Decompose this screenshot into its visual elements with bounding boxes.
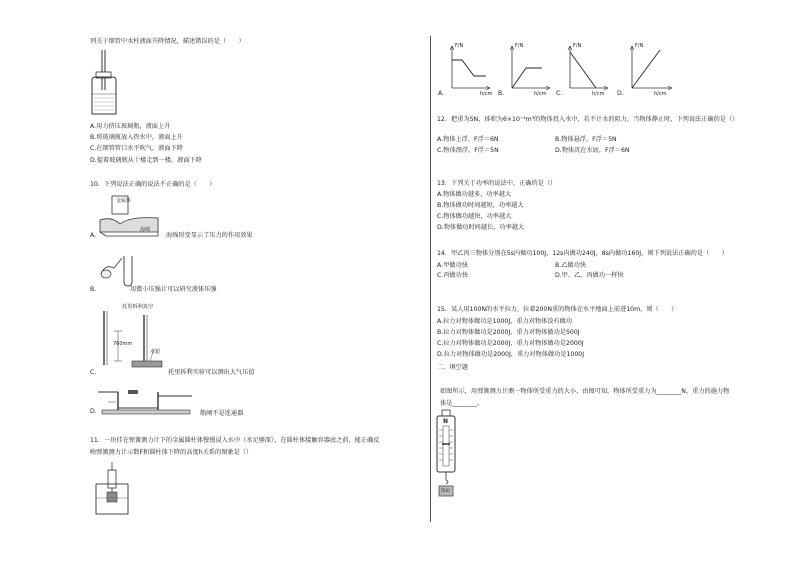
q11-line-2: 映弹簧测力计示数F和圆柱体下降的高度h关系的图象是（） [90,449,253,456]
q13-option-b: B.物体做功时间越短，功率越大 [437,202,524,209]
q14-option-b: B.乙做功快 [555,262,586,269]
q12-option-c: C.物体漂浮，F浮＝5N [437,147,499,154]
q13-stem: 13．下列关于功率的说法中，正确的是（） [437,180,557,187]
q13-option-a: A.物体做功越多，功率越大 [437,191,512,198]
graph-c-letter: C. [556,90,563,97]
q10-b-manometer-figure [98,250,138,290]
graph-b-y-label: F/N [515,43,524,49]
graph-c-x-label: h/cm [592,91,605,97]
graph-c [560,42,610,94]
graph-b [502,42,552,94]
graph-a-x-label: h/cm [480,91,493,97]
q11-line-1: 11．一块挂在弹簧测力计下的金属圆柱体慢慢浸入水中（水足够深），在圆柱体接触容器底之前，能正确反 [90,437,380,444]
q15-option-d: D.拉力对物体做功是2000J，重力对物体做功是1000J [437,351,585,358]
q16-scale-letter: N [443,418,449,425]
q9-option-c: C.在细管管口水平吹气，液面下降 [90,145,183,152]
graph-d-x-label: h/cm [654,91,667,97]
q12-stem: 12．把重为5N，体积为6×10⁻⁴m³的物体投入水中，若不计水的阻力，当物体静止时，下列说法正确的是（） [437,116,739,123]
graph-d-y-label: F/N [635,43,644,49]
q12-option-a: A.物体上浮，F浮＝6N [437,136,499,143]
q14-option-c: C.丙做功快 [437,272,469,279]
q16-weight-label: 钩码 [441,489,450,494]
q10-c-text: 托里拆利实验可以测出大气压值 [168,369,255,376]
q10-b-label: B. [90,286,97,293]
graph-d [622,42,674,94]
q10-d-lock-figure [98,386,194,416]
q10-a-fig-top-label: 金属块 [116,198,132,204]
q9-bottle-figure [88,50,128,118]
q10-b-text: 用微小压强计可以研究液体压强 [130,286,217,293]
q15-option-c: C.拉力对物体做功是2000J，重力对物体做功是2000J [437,340,584,347]
graph-d-letter: D. [617,90,624,97]
q12-option-d: D.物体沉在水底，F浮＝6N [555,147,630,154]
q13-option-d: D.物体做功时间越长，功率越大 [437,224,525,231]
q15-option-b: B.拉力对物体做功是2000J，重力对物体做功是500J [437,329,580,336]
q10-a-fig-bottom-label: 海绵 [140,227,151,233]
q14-option-d: D.甲、乙、丙做功一样快 [555,272,624,279]
q9-option-d: D.提着玻璃瓶从十楼走到一楼，液面下降 [90,157,202,164]
graph-c-y-label: F/N [573,43,582,49]
graph-a-letter: A. [438,90,445,97]
q9-stem: 列关于细管中水柱液面升降情况，描述错误的是（ ） [90,38,245,45]
q9-option-a: A.用力挤压玻璃瓶，液面上升 [90,123,171,130]
q9-option-b: B.将玻璃瓶放入热水中，液面上升 [90,134,183,141]
graph-b-letter: B. [498,90,505,97]
q16-line-1: 如图所示，用弹簧测力计测一物体所受重力的大小，由图可知，物体所受重力为________N，重力的施力物 [440,388,730,395]
graph-b-x-label: h/cm [534,91,547,97]
q10-d-text: 船闸不是连通器 [200,410,244,417]
q10-c-fig-760-label: 760mm [113,341,133,347]
q15-option-a: A.拉力对物体做功是1000J，重力对物体没有做功 [437,318,573,325]
q10-c-fig-water-label: 水银 [150,349,161,355]
q10-c-fig-top-label: 托里拆利真空 [122,304,154,310]
section-2-title: 二、填空题 [437,364,468,371]
q10-d-label: D. [90,408,97,415]
column-divider [430,36,431,522]
q14-stem: 14．甲乙丙三物体分别在5s内做功100J，12s内做功240J，8s内做功160J，则下列说法正确的是（ ） [437,250,728,257]
q10-a-label: A. [90,232,97,239]
q15-stem: 15．某人用100N的水平拉力，拉着200N重的物体在水平地面上前进10m，则（ ） [437,306,678,313]
q13-option-c: C.物体做功越快，功率越大 [437,213,512,220]
q12-option-b: B.物体悬浮，F浮＝5N [555,136,617,143]
q16-line-2: 体是________。 [440,400,484,407]
q11-spring-scale-figure [92,462,132,516]
q14-option-a: A.甲做功快 [437,262,468,269]
graph-a [442,42,492,94]
q10-stem: 10．下列说法正确的说法不正确的是（ ） [90,181,216,188]
q10-a-text: 海绵形变显示了压力的作用效果 [166,232,253,239]
q10-c-label: C. [90,369,97,376]
graph-a-y-label: F/N [455,43,464,49]
